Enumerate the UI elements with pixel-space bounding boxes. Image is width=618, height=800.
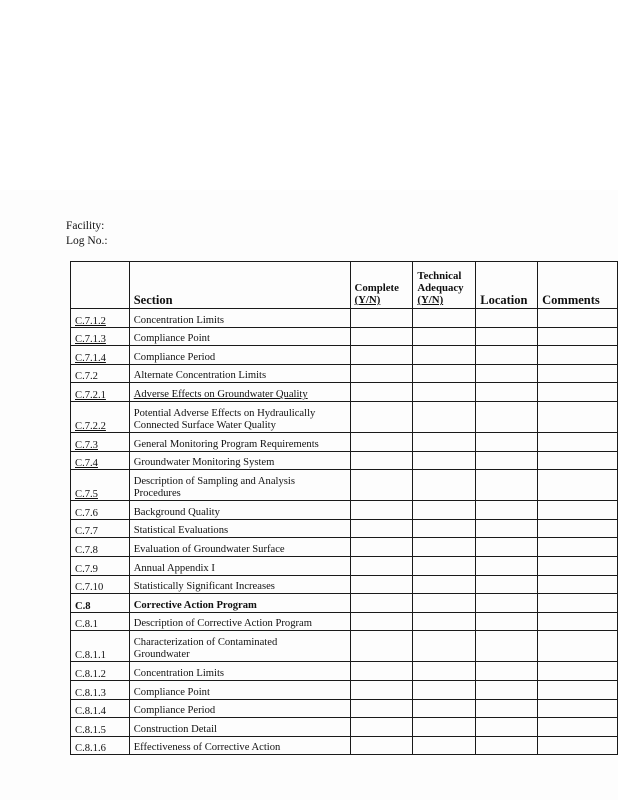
complete-cell[interactable] [350,470,413,501]
row-title: Statistically Significant Increases [129,575,350,594]
technical-cell[interactable] [413,364,476,383]
complete-cell[interactable] [350,699,413,718]
section-header: Section [129,262,350,309]
technical-cell[interactable] [413,401,476,432]
row-title: Effectiveness of Corrective Action [129,736,350,755]
row-number: C.8.1.6 [71,736,130,755]
technical-cell[interactable] [413,346,476,365]
complete-cell[interactable] [350,383,413,402]
technical-cell[interactable] [413,470,476,501]
complete-cell[interactable] [350,736,413,755]
row-title: Alternate Concentration Limits [129,364,350,383]
technical-cell[interactable] [413,519,476,538]
technical-cell[interactable] [413,556,476,575]
comments-header: Comments [538,262,618,309]
complete-cell[interactable] [350,309,413,328]
row-number: C.7.1.2 [71,309,130,328]
row-title: Groundwater Monitoring System [129,451,350,470]
technical-cell[interactable] [413,594,476,613]
table-row [71,327,618,346]
row-title: Compliance Point [129,680,350,699]
complete-cell[interactable] [350,364,413,383]
table-row [71,718,618,737]
comments-cell[interactable] [538,699,618,718]
row-title: Description of Corrective Action Program [129,612,350,631]
technical-cell[interactable] [413,383,476,402]
location-cell[interactable] [476,718,538,737]
technical-cell[interactable] [413,538,476,557]
complete-cell[interactable] [350,718,413,737]
row-title: General Monitoring Program Requirements [129,432,350,451]
comments-cell[interactable] [538,501,618,520]
technical-cell[interactable] [413,575,476,594]
complete-cell[interactable] [350,662,413,681]
technical-cell[interactable] [413,432,476,451]
row-title: Statistical Evaluations [129,519,350,538]
row-number: C.8.1.5 [71,718,130,737]
table-row [71,631,618,662]
location-cell[interactable] [476,501,538,520]
row-number: C.7.7 [71,519,130,538]
comments-cell[interactable] [538,451,618,470]
row-title: Compliance Period [129,699,350,718]
complete-cell[interactable] [350,594,413,613]
complete-cell[interactable] [350,501,413,520]
table-row [71,470,618,501]
section-number-header [71,262,130,309]
comments-cell[interactable] [538,594,618,613]
row-title: Potential Adverse Effects on Hydraulically Connected Surface Water Quality [129,401,350,432]
location-cell[interactable] [476,556,538,575]
table-row [71,309,618,328]
technical-cell[interactable] [413,718,476,737]
row-number: C.7.1.4 [71,346,130,365]
table-row [71,364,618,383]
location-cell[interactable] [476,662,538,681]
table-row [71,451,618,470]
row-title: Evaluation of Groundwater Surface [129,538,350,557]
comments-cell[interactable] [538,736,618,755]
technical-cell[interactable] [413,736,476,755]
comments-cell[interactable] [538,401,618,432]
table-row [71,432,618,451]
complete-cell[interactable] [350,631,413,662]
comments-cell[interactable] [538,718,618,737]
complete-cell[interactable] [350,432,413,451]
comments-cell[interactable] [538,556,618,575]
row-title: Concentration Limits [129,662,350,681]
technical-cell[interactable] [413,501,476,520]
row-number: C.7.2 [71,364,130,383]
complete-cell[interactable] [350,519,413,538]
row-title: Description of Sampling and Analysis Procedures [129,470,350,501]
complete-cell[interactable] [350,680,413,699]
table-header-row [71,262,618,309]
row-number: C.7.10 [71,575,130,594]
technical-cell[interactable] [413,631,476,662]
facility-label: Facility: [66,220,105,232]
table-row [71,538,618,557]
row-title: Construction Detail [129,718,350,737]
technical-adequacy-header: Technical Adequacy (Y/N) [413,262,476,309]
table-row [71,662,618,681]
location-cell[interactable] [476,309,538,328]
location-cell[interactable] [476,575,538,594]
row-number: C.8 [71,594,130,613]
comments-cell[interactable] [538,309,618,328]
location-cell[interactable] [476,470,538,501]
table-row [71,594,618,613]
row-number: C.7.5 [71,470,130,501]
location-cell[interactable] [476,519,538,538]
row-title: Concentration Limits [129,309,350,328]
table-row [71,346,618,365]
comments-cell[interactable] [538,383,618,402]
form-header [66,219,108,249]
row-title: Background Quality [129,501,350,520]
complete-cell[interactable] [350,327,413,346]
row-number: C.7.2.2 [71,401,130,432]
location-cell[interactable] [476,631,538,662]
table-row [71,736,618,755]
table-row [71,680,618,699]
complete-cell[interactable] [350,538,413,557]
location-cell[interactable] [476,612,538,631]
technical-cell[interactable] [413,662,476,681]
row-number: C.8.1.1 [71,631,130,662]
row-number: C.8.1.2 [71,662,130,681]
table-row [71,383,618,402]
table-row [71,575,618,594]
complete-cell[interactable] [350,401,413,432]
comments-cell[interactable] [538,470,618,501]
comments-cell[interactable] [538,575,618,594]
location-cell[interactable] [476,699,538,718]
technical-cell[interactable] [413,699,476,718]
row-number: C.8.1.3 [71,680,130,699]
technical-cell[interactable] [413,451,476,470]
row-title: Compliance Point [129,327,350,346]
row-number: C.8.1.4 [71,699,130,718]
technical-cell[interactable] [413,309,476,328]
comments-cell[interactable] [538,346,618,365]
complete-cell[interactable] [350,451,413,470]
comments-cell[interactable] [538,432,618,451]
location-cell[interactable] [476,364,538,383]
location-cell[interactable] [476,736,538,755]
row-title: Adverse Effects on Groundwater Quality [129,383,350,402]
row-number: C.7.8 [71,538,130,557]
table-row [71,501,618,520]
table-row [71,401,618,432]
comments-cell[interactable] [538,680,618,699]
technical-cell[interactable] [413,612,476,631]
table-row [71,519,618,538]
row-title: Compliance Period [129,346,350,365]
table-row [71,699,618,718]
comments-cell[interactable] [538,662,618,681]
technical-cell[interactable] [413,680,476,699]
location-cell[interactable] [476,401,538,432]
complete-cell[interactable] [350,575,413,594]
row-number: C.7.2.1 [71,383,130,402]
row-title: Annual Appendix I [129,556,350,575]
row-title: Characterization of Contaminated Groundwater [129,631,350,662]
location-cell[interactable] [476,383,538,402]
table-row [71,612,618,631]
row-number: C.8.1 [71,612,130,631]
row-number: C.7.9 [71,556,130,575]
complete-cell[interactable] [350,346,413,365]
complete-header: Complete (Y/N) [350,262,413,309]
row-number: C.7.6 [71,501,130,520]
location-cell[interactable] [476,680,538,699]
location-cell[interactable] [476,432,538,451]
comments-cell[interactable] [538,631,618,662]
comments-cell[interactable] [538,327,618,346]
complete-cell[interactable] [350,556,413,575]
comments-cell[interactable] [538,612,618,631]
location-cell[interactable] [476,346,538,365]
location-header: Location [476,262,538,309]
row-number: C.7.3 [71,432,130,451]
checklist-table [70,261,618,755]
row-title: Corrective Action Program [129,594,350,613]
technical-cell[interactable] [413,327,476,346]
comments-cell[interactable] [538,364,618,383]
table-row [71,556,618,575]
location-cell[interactable] [476,538,538,557]
location-cell[interactable] [476,451,538,470]
log-number-label: Log No.: [66,235,108,247]
row-number: C.7.1.3 [71,327,130,346]
location-cell[interactable] [476,327,538,346]
comments-cell[interactable] [538,519,618,538]
comments-cell[interactable] [538,538,618,557]
row-number: C.7.4 [71,451,130,470]
complete-cell[interactable] [350,612,413,631]
location-cell[interactable] [476,594,538,613]
